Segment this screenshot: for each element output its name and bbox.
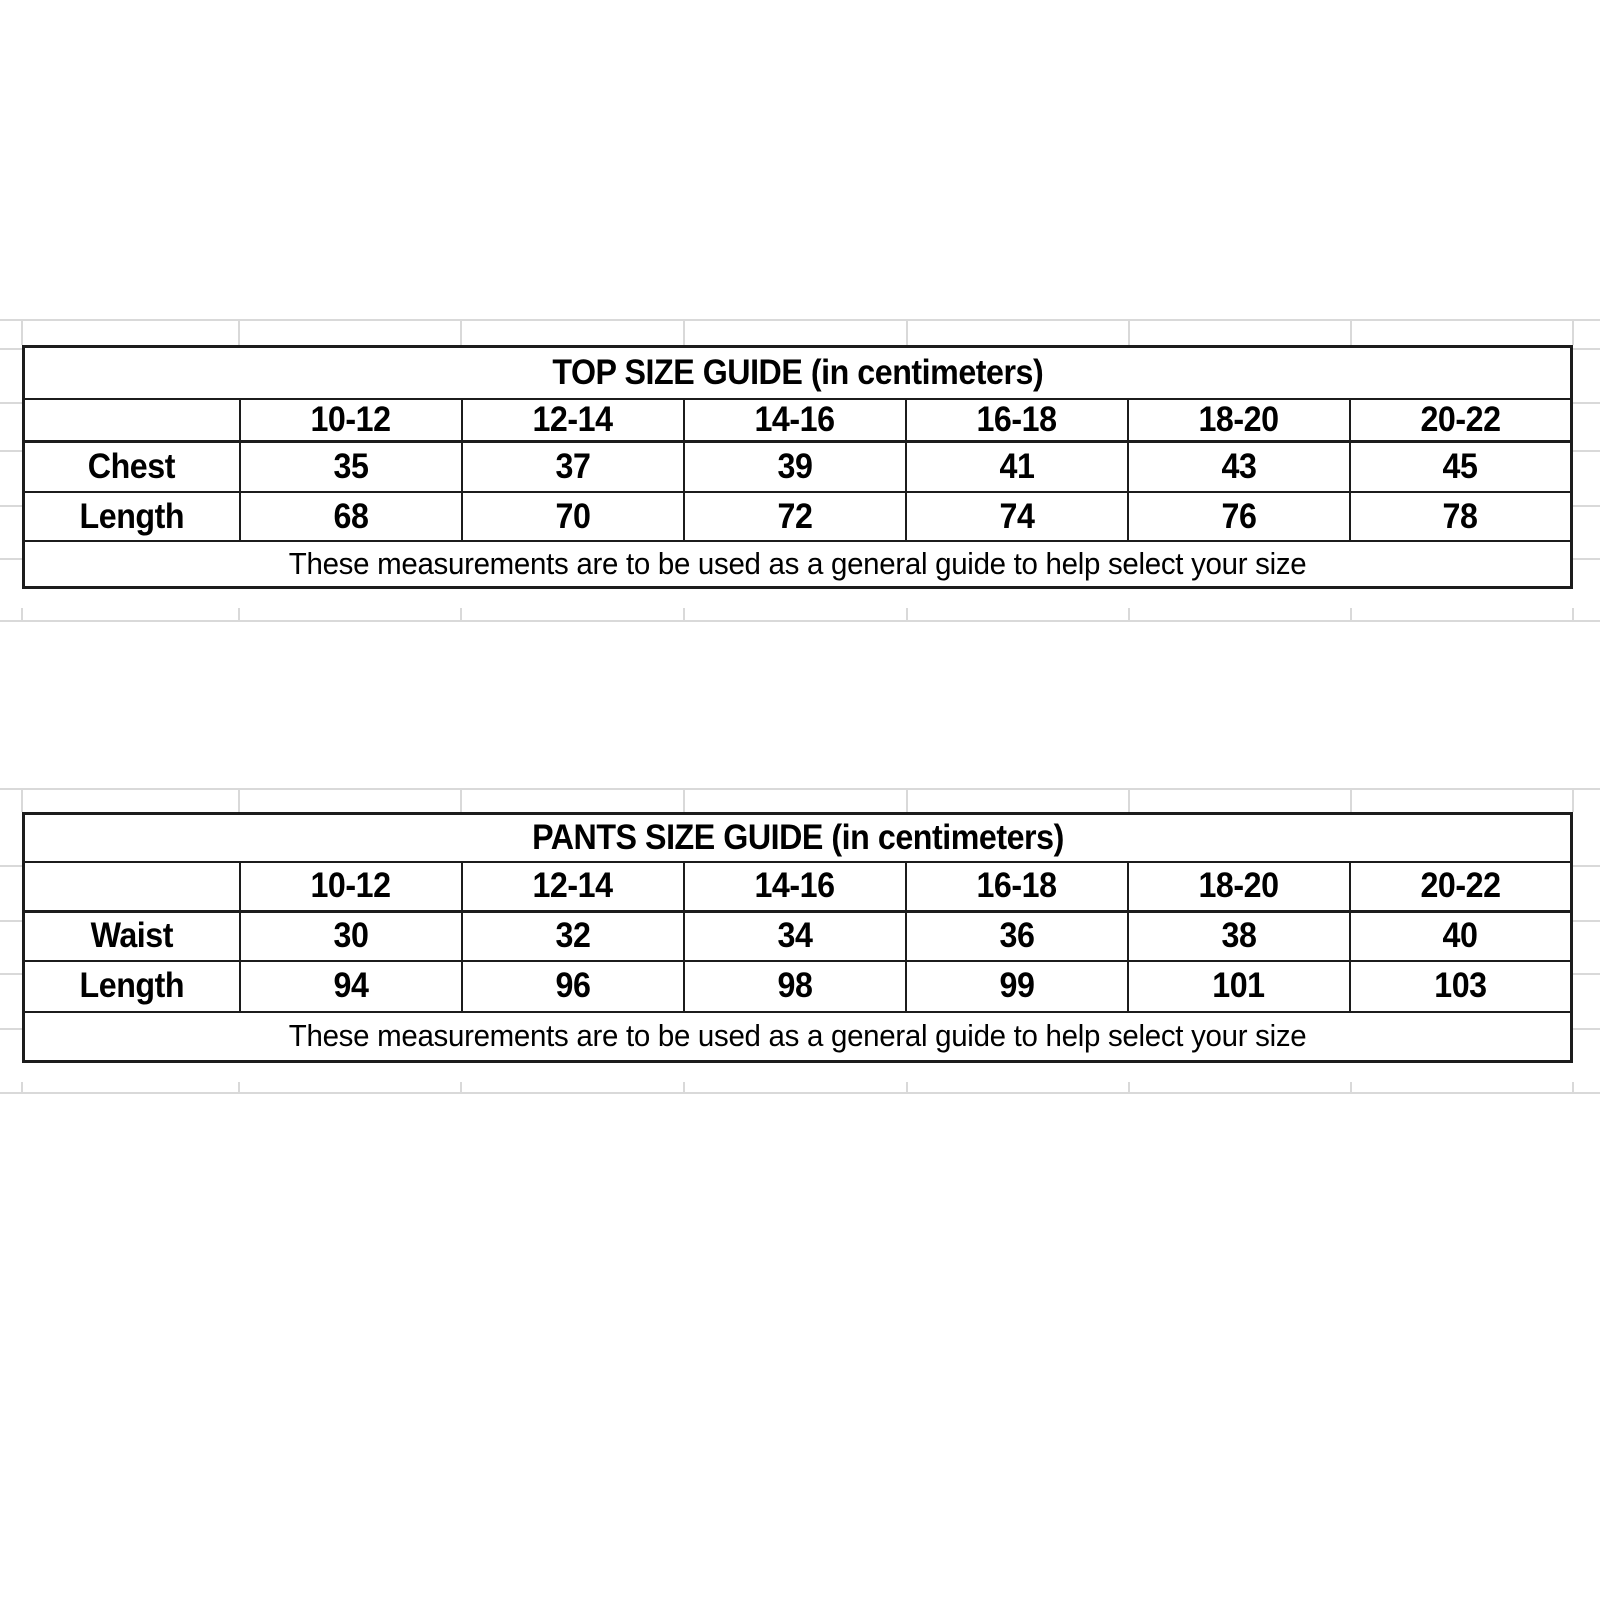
measurement-value: 98 — [777, 966, 812, 1005]
grid-line — [1573, 973, 1600, 975]
row-label-cell — [24, 961, 240, 1012]
measurement-cell — [906, 912, 1128, 961]
pants-size-guide-table — [22, 812, 1573, 1063]
grid-line — [0, 620, 1600, 622]
measurement-value: 43 — [1221, 446, 1256, 486]
measurement-cell — [1350, 441, 1572, 492]
top-size-guide-table — [22, 345, 1573, 589]
table-row — [24, 961, 1572, 1012]
size-header-text: 18-20 — [1198, 399, 1279, 439]
grid-line — [906, 319, 908, 345]
grid-line — [906, 788, 908, 812]
table-title-text: TOP SIZE GUIDE (in centimeters) — [552, 352, 1043, 392]
grid-line — [1573, 505, 1600, 507]
grid-line — [1573, 865, 1600, 867]
row-label-text: Chest — [88, 446, 176, 486]
size-header — [240, 862, 462, 912]
grid-line — [683, 319, 685, 345]
measurement-cell — [240, 441, 462, 492]
table-row — [24, 492, 1572, 541]
guide-note — [24, 1012, 1572, 1062]
measurement-cell — [906, 492, 1128, 541]
measurement-cell — [462, 492, 684, 541]
measurement-cell — [1128, 441, 1350, 492]
table-row — [24, 912, 1572, 961]
grid-line — [1572, 1082, 1574, 1092]
grid-line — [906, 608, 908, 620]
grid-line — [238, 319, 240, 345]
measurement-cell — [906, 961, 1128, 1012]
grid-line — [1350, 1082, 1352, 1092]
grid-line — [1573, 450, 1600, 452]
size-header-text: 16-18 — [976, 399, 1057, 439]
grid-line — [238, 608, 240, 620]
grid-line — [683, 1082, 685, 1092]
size-header-text: 12-14 — [532, 866, 613, 906]
grid-line — [1128, 1082, 1130, 1092]
grid-line — [1573, 402, 1600, 404]
grid-line — [1572, 788, 1574, 812]
size-header-text: 14-16 — [754, 399, 835, 439]
measurement-value: 39 — [777, 446, 812, 486]
measurement-value: 74 — [999, 496, 1034, 536]
grid-line — [0, 450, 22, 452]
grid-line — [238, 1082, 240, 1092]
size-header — [1350, 862, 1572, 912]
size-header-text: 20-22 — [1420, 399, 1501, 439]
grid-line — [460, 608, 462, 620]
grid-line — [0, 1092, 1600, 1094]
measurement-cell — [906, 441, 1128, 492]
size-header — [906, 862, 1128, 912]
measurement-cell — [462, 961, 684, 1012]
table-title-text: PANTS SIZE GUIDE (in centimeters) — [531, 817, 1064, 857]
measurement-cell — [684, 441, 906, 492]
guide-note-text: These measurements are to be used as a general guide to help select your size — [288, 1018, 1307, 1054]
size-header-text: 20-22 — [1420, 866, 1501, 906]
grid-line — [0, 788, 1600, 790]
grid-line — [1128, 788, 1130, 812]
size-header — [462, 399, 684, 442]
measurement-cell — [1350, 912, 1572, 961]
grid-line — [0, 505, 22, 507]
corner-cell — [24, 399, 240, 442]
measurement-cell — [240, 912, 462, 961]
size-header — [684, 862, 906, 912]
measurement-cell — [1128, 492, 1350, 541]
measurement-value: 99 — [999, 966, 1034, 1005]
grid-line — [1572, 319, 1574, 345]
grid-line — [1350, 319, 1352, 345]
grid-line — [0, 348, 22, 350]
row-label-text: Length — [79, 966, 185, 1005]
grid-line — [0, 920, 22, 922]
measurement-value: 38 — [1221, 916, 1256, 956]
measurement-value: 68 — [333, 496, 368, 536]
grid-line — [0, 973, 22, 975]
measurement-value: 101 — [1212, 966, 1265, 1005]
measurement-cell — [684, 492, 906, 541]
grid-line — [1573, 1028, 1600, 1030]
size-header-text: 14-16 — [754, 866, 835, 906]
grid-line — [21, 608, 23, 620]
size-header — [1128, 399, 1350, 442]
measurement-value: 45 — [1442, 446, 1478, 486]
grid-line — [0, 558, 22, 560]
size-header — [684, 399, 906, 442]
grid-line — [1572, 608, 1574, 620]
grid-line — [1573, 558, 1600, 560]
size-header-text: 10-12 — [310, 399, 391, 439]
grid-line — [1128, 319, 1130, 345]
measurement-cell — [462, 441, 684, 492]
table-row — [24, 441, 1572, 492]
size-header — [1128, 862, 1350, 912]
table-title — [24, 814, 1572, 862]
size-header-text: 18-20 — [1198, 866, 1279, 906]
grid-line — [21, 788, 23, 812]
grid-line — [0, 1028, 22, 1030]
grid-line — [683, 788, 685, 812]
measurement-value: 76 — [1221, 496, 1256, 536]
measurement-value: 72 — [777, 496, 812, 536]
measurement-value: 35 — [333, 446, 368, 486]
grid-line — [460, 319, 462, 345]
measurement-value: 103 — [1434, 966, 1487, 1005]
guide-note-text: These measurements are to be used as a general guide to help select your size — [288, 545, 1307, 581]
measurement-value: 41 — [999, 446, 1034, 486]
measurement-value: 78 — [1442, 496, 1478, 536]
measurement-value: 32 — [555, 916, 590, 956]
guide-note — [24, 541, 1572, 587]
row-label-cell — [24, 912, 240, 961]
grid-line — [1350, 608, 1352, 620]
corner-cell — [24, 862, 240, 912]
grid-line — [0, 402, 22, 404]
measurement-value: 34 — [777, 916, 812, 956]
measurement-cell — [462, 912, 684, 961]
row-label-cell — [24, 441, 240, 492]
measurement-cell — [240, 492, 462, 541]
measurement-cell — [1128, 961, 1350, 1012]
measurement-value: 94 — [333, 966, 368, 1005]
grid-line — [683, 608, 685, 620]
size-header-text: 16-18 — [976, 866, 1057, 906]
grid-line — [1573, 920, 1600, 922]
grid-line — [1350, 788, 1352, 812]
measurement-cell — [1350, 961, 1572, 1012]
grid-line — [21, 319, 23, 345]
grid-line — [0, 865, 22, 867]
row-label-text: Length — [79, 496, 185, 536]
measurement-cell — [1350, 492, 1572, 541]
measurement-value: 36 — [999, 916, 1034, 956]
measurement-value: 30 — [333, 916, 368, 956]
row-label-text: Waist — [90, 916, 173, 956]
measurement-value: 70 — [555, 496, 590, 536]
grid-line — [0, 319, 1600, 321]
grid-line — [238, 788, 240, 812]
grid-line — [1573, 348, 1600, 350]
measurement-value: 40 — [1442, 916, 1478, 956]
size-header — [906, 399, 1128, 442]
measurement-cell — [1128, 912, 1350, 961]
row-label-cell — [24, 492, 240, 541]
grid-line — [21, 1082, 23, 1092]
measurement-cell — [240, 961, 462, 1012]
measurement-value: 37 — [555, 446, 590, 486]
table-title — [24, 347, 1572, 399]
measurement-cell — [684, 961, 906, 1012]
measurement-value: 96 — [555, 966, 590, 1005]
size-header — [462, 862, 684, 912]
size-header — [1350, 399, 1572, 442]
grid-line — [1128, 608, 1130, 620]
grid-line — [906, 1082, 908, 1092]
size-header — [240, 399, 462, 442]
size-header-text: 12-14 — [532, 399, 613, 439]
measurement-cell — [684, 912, 906, 961]
grid-line — [460, 788, 462, 812]
size-header-text: 10-12 — [310, 866, 391, 906]
grid-line — [460, 1082, 462, 1092]
